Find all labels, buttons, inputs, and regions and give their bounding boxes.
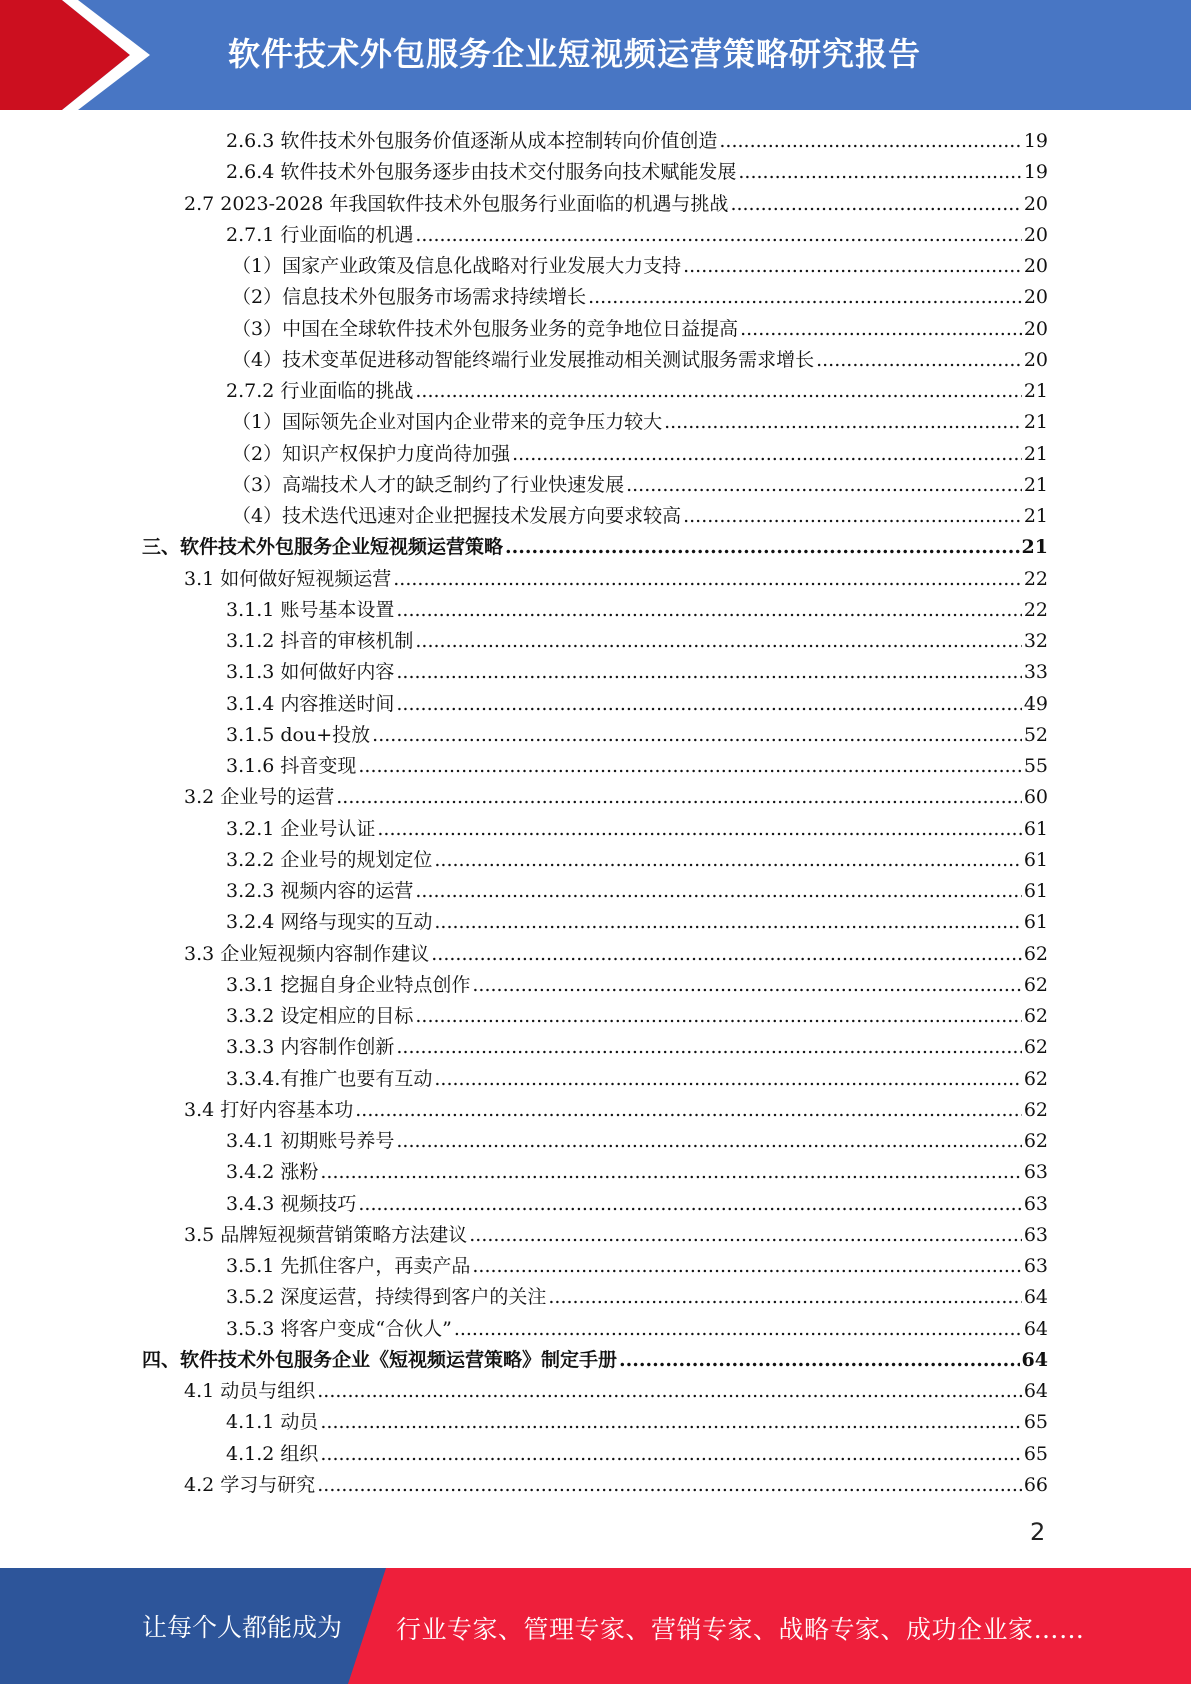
toc-entry[interactable] [226, 751, 1048, 782]
toc-dot-leader [454, 1314, 1022, 1345]
toc-dot-leader [396, 689, 1021, 720]
toc-entry-label: 3.2.1 企业号认证 [226, 817, 376, 840]
toc-entry-label: 三、软件技术外包服务企业短视频运营策略 [142, 536, 504, 559]
toc-dot-leader [434, 907, 1021, 938]
toc-entry[interactable] [226, 845, 1048, 876]
toc-entry-label: 3.3.3 内容制作创新 [226, 1036, 395, 1059]
toc-entry-page: 21 [1023, 380, 1048, 402]
toc-dot-leader [619, 1345, 1020, 1376]
toc-entry-label: 4.1 动员与组织 [184, 1380, 316, 1402]
toc-entry-label: 3.5.1 先抓住客户，再卖产品 [226, 1255, 471, 1277]
toc-entry-page: 20 [1023, 255, 1048, 277]
toc-entry[interactable] [226, 689, 1048, 720]
toc-entry[interactable] [184, 564, 1048, 595]
toc-dot-leader [358, 1189, 1021, 1220]
toc-entry-page: 62 [1023, 942, 1048, 965]
toc-entry-label: 3.3.1 挖掘自身企业特点创作 [226, 973, 471, 996]
toc-entry-page: 65 [1023, 1442, 1048, 1465]
toc-entry[interactable] [142, 532, 1048, 563]
toc-entry-page: 22 [1023, 598, 1048, 621]
toc-dot-leader [415, 626, 1021, 657]
toc-entry-label: 3.1.4 内容推送时间 [226, 692, 395, 715]
toc-entry-label: 3.4.3 视频技巧 [226, 1192, 357, 1215]
toc-entry-label: （4）技术变革促进移动智能终端行业发展推动相关测试服务需求增长 [232, 348, 815, 371]
toc-entry-label: （3）高端技术人才的缺乏制约了行业快速发展 [232, 473, 625, 496]
toc-entry-page: 20 [1023, 317, 1048, 340]
toc-dot-leader [415, 376, 1021, 407]
toc-dot-leader [355, 1095, 1022, 1126]
toc-entry[interactable] [232, 439, 1048, 470]
toc-dot-leader [505, 532, 1020, 563]
toc-entry-label: 3.5.3 将客户变成“合伙人” [226, 1317, 452, 1340]
toc-entry[interactable] [226, 220, 1048, 251]
toc-entry-label: 3.3 企业短视频内容制作建议 [184, 942, 430, 965]
toc-entry[interactable] [226, 1407, 1048, 1438]
toc-entry-label: 4.1.2 组织 [226, 1442, 319, 1465]
toc-entry-page: 21 [1023, 505, 1048, 527]
toc-entry[interactable] [226, 657, 1048, 688]
page-footer [0, 1568, 1191, 1684]
toc-dot-leader [730, 189, 1021, 220]
toc-dot-leader [548, 1282, 1021, 1313]
toc-dot-leader [472, 970, 1021, 1001]
toc-entry-label: （4）技术迭代迅速对企业把握技术发展方向要求较高 [232, 505, 682, 527]
toc-entry-label: 3.1.3 如何做好内容 [226, 661, 395, 684]
toc-entry-page: 19 [1023, 161, 1048, 184]
toc-entry-label: 3.4 打好内容基本功 [184, 1098, 354, 1121]
toc-entry[interactable] [184, 1470, 1048, 1501]
toc-entry-page: 66 [1023, 1473, 1048, 1496]
toc-entry-page: 61 [1023, 848, 1048, 871]
toc-entry[interactable] [226, 1157, 1048, 1188]
toc-entry-page: 20 [1023, 223, 1048, 246]
toc-entry-page: 21 [1023, 442, 1048, 465]
toc-dot-leader [664, 407, 1022, 438]
toc-dot-leader [396, 657, 1021, 688]
toc-entry[interactable] [226, 1064, 1048, 1095]
toc-dot-leader [358, 751, 1021, 782]
toc-entry[interactable] [226, 376, 1048, 407]
report-title: 软件技术外包服务企业短视频运营策略研究报告 [228, 35, 922, 73]
toc-entry[interactable] [226, 1189, 1048, 1220]
toc-entry-page: 61 [1023, 817, 1048, 840]
toc-entry-label: 3.2.3 视频内容的运营 [226, 880, 414, 902]
page-number: 2 [1030, 1518, 1046, 1546]
toc-entry-page: 33 [1023, 661, 1048, 684]
toc-dot-leader [396, 1126, 1021, 1157]
toc-entry[interactable] [226, 720, 1048, 751]
toc-entry-page: 21 [1023, 411, 1048, 434]
toc-entry-page: 60 [1023, 786, 1048, 809]
toc-entry-page: 62 [1023, 973, 1048, 996]
toc-dot-leader [434, 1064, 1021, 1095]
toc-entry-page: 52 [1023, 723, 1048, 746]
toc-entry[interactable] [226, 1251, 1048, 1282]
toc-entry-label: 3.5.2 深度运营，持续得到客户的关注 [226, 1286, 547, 1309]
toc-dot-leader [393, 564, 1022, 595]
toc-entry-label: （1）国际领先企业对国内企业带来的竞争压力较大 [232, 411, 663, 434]
toc-entry[interactable] [226, 626, 1048, 657]
toc-entry-label: 2.7.1 行业面临的机遇 [226, 223, 414, 246]
toc-dot-leader [317, 1470, 1022, 1501]
toc-entry[interactable] [184, 1220, 1048, 1251]
toc-entry[interactable] [232, 345, 1048, 376]
toc-entry-page: 65 [1023, 1411, 1048, 1434]
toc-dot-leader [740, 314, 1022, 345]
toc-entry-label: 四、软件技术外包服务企业《短视频运营策略》制定手册 [142, 1348, 618, 1371]
toc-entry[interactable] [226, 814, 1048, 845]
toc-entry-page: 55 [1023, 755, 1048, 777]
toc-entry-page: 64 [1023, 1317, 1048, 1340]
toc-entry[interactable] [226, 1439, 1048, 1470]
toc-entry-page: 62 [1023, 1005, 1048, 1027]
toc-dot-leader [336, 782, 1022, 813]
toc-dot-leader [377, 814, 1021, 845]
toc-entry-label: 2.6.4 软件技术外包服务逐步由技术交付服务向技术赋能发展 [226, 161, 737, 184]
toc-entry[interactable] [142, 1345, 1048, 1376]
toc-entry-label: 3.1.6 抖音变现 [226, 755, 357, 777]
toc-dot-leader [469, 1220, 1022, 1251]
toc-dot-leader [738, 157, 1021, 188]
toc-entry-page: 63 [1023, 1223, 1048, 1246]
toc-entry-page: 20 [1023, 348, 1048, 371]
toc-dot-leader [816, 345, 1022, 376]
toc-entry-label: （1）国家产业政策及信息化战略对行业发展大力支持 [232, 255, 682, 277]
toc-entry[interactable] [226, 157, 1048, 188]
toc-entry-label: 2.7 2023-2028 年我国软件技术外包服务行业面临的机遇与挑战 [184, 192, 729, 215]
toc-dot-leader [396, 1032, 1021, 1063]
toc-entry-label: （2）知识产权保护力度尚待加强 [232, 442, 511, 465]
toc-entry-label: （2）信息技术外包服务市场需求持续增长 [232, 286, 587, 309]
toc-entry[interactable] [232, 282, 1048, 313]
toc-entry[interactable] [232, 251, 1048, 282]
toc-entry-label: （3）中国在全球软件技术外包服务业务的竞争地位日益提高 [232, 317, 739, 340]
toc-entry-page: 62 [1023, 1036, 1048, 1059]
toc-entry-label: 4.2 学习与研究 [184, 1473, 316, 1496]
toc-entry-page: 21 [1023, 473, 1048, 496]
toc-entry-label: 3.4.2 涨粉 [226, 1161, 319, 1184]
toc-entry-label: 3.4.1 初期账号养号 [226, 1130, 395, 1152]
header-chevron-graphic [0, 0, 160, 110]
toc-entry-label: 2.7.2 行业面临的挑战 [226, 380, 414, 402]
toc-dot-leader [626, 470, 1022, 501]
toc-entry-page: 20 [1023, 286, 1048, 309]
toc-entry[interactable] [226, 1282, 1048, 1313]
toc-entry[interactable] [226, 126, 1048, 157]
toc-entry[interactable] [226, 595, 1048, 626]
toc-dot-leader [372, 720, 1022, 751]
toc-entry-page: 63 [1023, 1161, 1048, 1184]
toc-dot-leader [683, 251, 1022, 282]
toc-entry-page: 61 [1023, 911, 1048, 934]
toc-entry-page: 62 [1023, 1067, 1048, 1090]
toc-entry-page: 62 [1023, 1098, 1048, 1121]
toc-entry[interactable] [226, 1032, 1048, 1063]
toc-entry-label: 3.1.5 dou+投放 [226, 723, 371, 746]
toc-dot-leader [396, 595, 1021, 626]
toc-dot-leader [317, 1376, 1022, 1407]
toc-entry[interactable] [232, 407, 1048, 438]
toc-entry[interactable] [226, 970, 1048, 1001]
toc-entry-label: 3.2.2 企业号的规划定位 [226, 848, 433, 871]
toc-entry-label: 4.1.1 动员 [226, 1411, 319, 1434]
toc-dot-leader [472, 1251, 1021, 1282]
toc-entry[interactable] [184, 782, 1048, 813]
toc-entry-page: 64 [1023, 1380, 1048, 1402]
toc-entry-label: 3.1 如何做好短视频运营 [184, 567, 392, 590]
footer-slogan-left: 让每个人都能成为 [142, 1613, 343, 1642]
toc-dot-leader [320, 1439, 1021, 1470]
toc-entry-page: 21 [1021, 536, 1048, 559]
toc-entry[interactable] [226, 1126, 1048, 1157]
toc-dot-leader [415, 1001, 1021, 1032]
toc-entry-label: 3.1.1 账号基本设置 [226, 598, 395, 621]
toc-entry-page: 64 [1021, 1348, 1048, 1371]
toc-entry[interactable] [232, 501, 1048, 532]
toc-dot-leader [320, 1157, 1021, 1188]
toc-entry-page: 62 [1023, 1130, 1048, 1152]
toc-dot-leader [431, 939, 1022, 970]
toc-entry-label: 3.3.2 设定相应的目标 [226, 1005, 414, 1027]
toc-entry[interactable] [226, 1314, 1048, 1345]
toc-entry[interactable] [184, 1376, 1048, 1407]
toc-dot-leader [719, 126, 1021, 157]
toc-entry[interactable] [232, 470, 1048, 501]
toc-entry-label: 3.2 企业号的运营 [184, 786, 335, 809]
toc-entry[interactable] [226, 1001, 1048, 1032]
page-header [0, 0, 1191, 110]
toc-dot-leader [415, 876, 1021, 907]
toc-dot-leader [683, 501, 1022, 532]
toc-entry-label: 3.2.4 网络与现实的互动 [226, 911, 433, 934]
toc-entry-label: 3.5 品牌短视频营销策略方法建议 [184, 1223, 468, 1246]
toc-entry-page: 20 [1023, 192, 1048, 215]
toc-entry-page: 32 [1023, 630, 1048, 652]
toc-entry-page: 61 [1023, 880, 1048, 902]
chevron-red-shape [0, 0, 130, 110]
toc-entry-label: 3.3.4.有推广也要有互动 [226, 1067, 433, 1090]
toc-entry[interactable] [184, 1095, 1048, 1126]
toc-entry[interactable] [184, 189, 1048, 220]
toc-entry-page: 63 [1023, 1255, 1048, 1277]
footer-slogan-right: 行业专家、管理专家、营销专家、战略专家、成功企业家…… [396, 1615, 1085, 1644]
toc-entry-page: 22 [1023, 567, 1048, 590]
toc-dot-leader [434, 845, 1021, 876]
toc-entry-page: 49 [1023, 692, 1048, 715]
toc-entry-label: 3.1.2 抖音的审核机制 [226, 630, 414, 652]
toc-dot-leader [415, 220, 1021, 251]
toc-dot-leader [588, 282, 1022, 313]
toc-entry[interactable] [226, 876, 1048, 907]
toc-entry-page: 64 [1023, 1286, 1048, 1309]
toc-entry[interactable] [184, 939, 1048, 970]
toc-dot-leader [512, 439, 1022, 470]
toc-entry-page: 19 [1023, 130, 1048, 152]
toc-entry-label: 2.6.3 软件技术外包服务价值逐渐从成本控制转向价值创造 [226, 130, 718, 152]
toc-entry[interactable] [226, 907, 1048, 938]
toc-dot-leader [320, 1407, 1021, 1438]
toc-entry-page: 63 [1023, 1192, 1048, 1215]
toc-entry[interactable] [232, 314, 1048, 345]
